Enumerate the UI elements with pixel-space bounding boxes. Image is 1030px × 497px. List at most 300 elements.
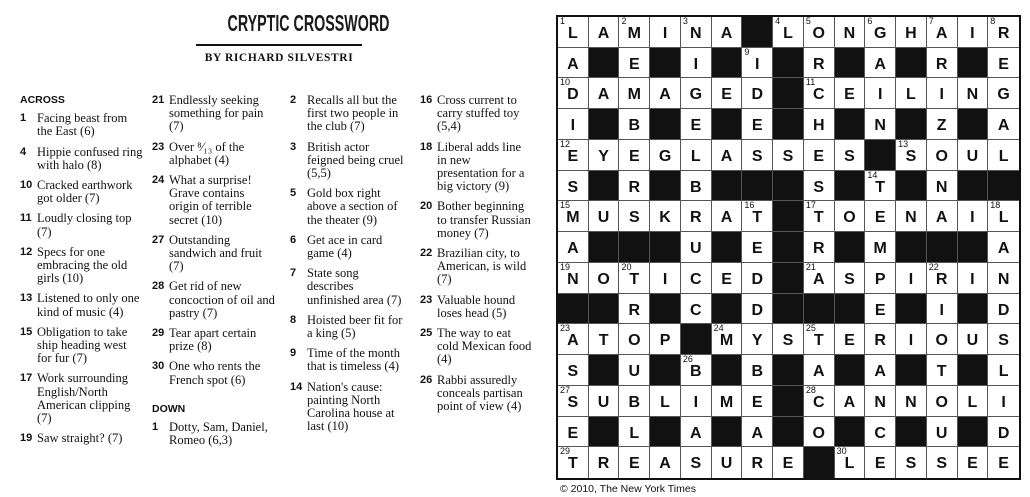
grid-cell[interactable] bbox=[742, 48, 773, 79]
grid-cell[interactable] bbox=[927, 201, 958, 232]
grid-cell[interactable] bbox=[650, 17, 681, 48]
grid-cell[interactable] bbox=[773, 140, 804, 171]
grid-cell[interactable] bbox=[742, 386, 773, 417]
cell-letter: E bbox=[874, 301, 886, 319]
grid-cell[interactable] bbox=[835, 263, 866, 294]
cell-letter: L bbox=[844, 455, 855, 473]
black-square bbox=[773, 355, 804, 386]
cell-letter: R bbox=[597, 455, 610, 473]
clue-number: 20 bbox=[420, 200, 433, 213]
grid-cell[interactable] bbox=[742, 324, 773, 355]
grid-cell[interactable] bbox=[865, 171, 896, 202]
cell-number: 8 bbox=[990, 16, 996, 26]
grid-cell[interactable] bbox=[650, 201, 681, 232]
clue-text: Cracked earthwork got older (7) bbox=[37, 178, 133, 206]
grid-cell[interactable] bbox=[835, 17, 866, 48]
cell-letter: E bbox=[874, 209, 886, 227]
grid-cell[interactable] bbox=[835, 386, 866, 417]
grid-cell[interactable] bbox=[804, 324, 835, 355]
grid-cell[interactable] bbox=[558, 417, 589, 448]
grid-cell[interactable] bbox=[896, 324, 927, 355]
grid-cell[interactable] bbox=[619, 263, 650, 294]
grid-cell[interactable] bbox=[650, 78, 681, 109]
clue-text: Tear apart certain prize (8) bbox=[169, 326, 257, 354]
cell-letter: I bbox=[1001, 393, 1006, 411]
black-square bbox=[773, 263, 804, 294]
cell-letter: E bbox=[628, 455, 640, 473]
cell-letter: R bbox=[997, 25, 1010, 42]
grid-cell[interactable] bbox=[988, 48, 1019, 79]
black-square bbox=[712, 171, 743, 202]
cell-letter: S bbox=[905, 455, 917, 473]
grid-cell[interactable] bbox=[958, 324, 989, 355]
grid-cell[interactable] bbox=[896, 263, 927, 294]
cell-letter: E bbox=[844, 332, 855, 350]
black-square bbox=[773, 48, 804, 79]
cell-letter: Z bbox=[936, 117, 947, 135]
grid-cell[interactable] bbox=[681, 201, 712, 232]
grid-cell[interactable] bbox=[958, 386, 989, 417]
grid-cell[interactable] bbox=[681, 447, 712, 478]
clue-number: 22 bbox=[420, 247, 433, 260]
grid-cell[interactable] bbox=[896, 447, 927, 478]
across-clue bbox=[20, 112, 144, 138]
cell-letter: B bbox=[628, 117, 641, 135]
grid-cell[interactable] bbox=[558, 48, 589, 79]
grid-cell[interactable] bbox=[804, 171, 835, 202]
grid-cell[interactable] bbox=[804, 417, 835, 448]
grid-cell[interactable] bbox=[927, 171, 958, 202]
clue-text: Brazilian city, to American, is wild (7) bbox=[437, 246, 527, 287]
cell-letter: L bbox=[783, 25, 793, 42]
grid-cell[interactable] bbox=[865, 17, 896, 48]
clue-number: 24 bbox=[152, 174, 165, 187]
grid-cell[interactable] bbox=[896, 140, 927, 171]
grid-cell[interactable] bbox=[619, 417, 650, 448]
black-square bbox=[650, 355, 681, 386]
cell-letter: N bbox=[567, 270, 579, 288]
grid-cell[interactable] bbox=[558, 140, 589, 171]
grid-cell[interactable] bbox=[589, 324, 620, 355]
grid-cell[interactable] bbox=[681, 232, 712, 263]
grid-cell[interactable] bbox=[650, 140, 681, 171]
black-square bbox=[835, 294, 866, 325]
down-clue bbox=[420, 94, 532, 134]
grid-cell[interactable] bbox=[558, 78, 589, 109]
grid-cell[interactable] bbox=[589, 386, 620, 417]
grid-cell[interactable] bbox=[865, 324, 896, 355]
cell-letter: U bbox=[935, 424, 948, 442]
down-clue bbox=[290, 234, 408, 260]
grid-cell[interactable] bbox=[958, 17, 989, 48]
grid-cell[interactable] bbox=[619, 48, 650, 79]
grid-cell[interactable] bbox=[865, 48, 896, 79]
grid-cell[interactable] bbox=[589, 78, 620, 109]
grid-cell[interactable] bbox=[589, 201, 620, 232]
cell-number: 28 bbox=[805, 384, 816, 395]
grid-cell[interactable] bbox=[865, 294, 896, 325]
grid-cell[interactable] bbox=[835, 201, 866, 232]
grid-cell[interactable] bbox=[742, 447, 773, 478]
cell-letter: N bbox=[843, 25, 856, 42]
grid-cell[interactable] bbox=[896, 386, 927, 417]
cell-letter: A bbox=[659, 455, 671, 473]
cell-letter: A bbox=[812, 270, 825, 288]
grid-cell[interactable] bbox=[712, 324, 743, 355]
grid-cell[interactable] bbox=[712, 386, 743, 417]
cell-letter: A bbox=[997, 117, 1010, 135]
down-clue bbox=[290, 187, 408, 227]
cell-letter: I bbox=[662, 25, 668, 42]
black-square bbox=[958, 171, 989, 202]
cell-letter: U bbox=[597, 393, 610, 411]
grid-cell[interactable] bbox=[988, 386, 1019, 417]
cell-letter: E bbox=[998, 455, 1009, 473]
across-clue bbox=[20, 292, 144, 318]
across-clue bbox=[152, 280, 276, 320]
grid-cell[interactable] bbox=[650, 324, 681, 355]
grid-cell[interactable] bbox=[681, 17, 712, 48]
grid-cell[interactable] bbox=[650, 263, 681, 294]
black-square bbox=[804, 294, 835, 325]
clue-number: 23 bbox=[420, 293, 433, 306]
grid-cell[interactable] bbox=[958, 447, 989, 478]
black-square bbox=[742, 17, 773, 48]
grid-cell[interactable] bbox=[804, 17, 835, 48]
cell-number: 5 bbox=[805, 16, 811, 26]
cell-letter: C bbox=[812, 393, 825, 411]
cell-letter: S bbox=[844, 270, 855, 288]
black-square bbox=[650, 417, 681, 448]
grid-cell[interactable] bbox=[773, 447, 804, 478]
grid-cell[interactable] bbox=[927, 294, 958, 325]
grid-cell[interactable] bbox=[712, 201, 743, 232]
cell-letter: E bbox=[628, 55, 640, 73]
grid-cell[interactable] bbox=[988, 447, 1019, 478]
grid-cell[interactable] bbox=[589, 263, 620, 294]
cell-letter: B bbox=[628, 393, 641, 411]
cell-letter: S bbox=[567, 363, 579, 381]
crossword-grid bbox=[556, 15, 1021, 480]
grid-cell[interactable] bbox=[988, 201, 1019, 232]
clue-text: Nation's cause: painting North Carolina house at last (10) bbox=[307, 379, 395, 434]
cell-letter: A bbox=[659, 86, 671, 104]
grid-cell[interactable] bbox=[865, 417, 896, 448]
cell-letter: I bbox=[970, 25, 975, 42]
clue-number: 25 bbox=[420, 327, 433, 340]
grid-cell[interactable] bbox=[804, 78, 835, 109]
grid-cell[interactable] bbox=[988, 324, 1019, 355]
black-square bbox=[896, 355, 927, 386]
grid-cell[interactable] bbox=[835, 78, 866, 109]
cell-letter: T bbox=[936, 363, 947, 381]
cell-letter: S bbox=[813, 178, 825, 196]
clue-text: Specs for one embracing the old girls (10) bbox=[37, 244, 128, 286]
clue-number: 1 bbox=[152, 421, 159, 434]
across-clue bbox=[152, 174, 276, 227]
grid-cell[interactable] bbox=[742, 263, 773, 294]
black-square bbox=[712, 294, 743, 325]
grid-cell[interactable] bbox=[712, 78, 743, 109]
grid-cell[interactable] bbox=[650, 386, 681, 417]
grid-cell[interactable] bbox=[712, 447, 743, 478]
grid-cell[interactable] bbox=[804, 201, 835, 232]
grid-cell[interactable] bbox=[927, 355, 958, 386]
cell-letter: A bbox=[843, 393, 856, 411]
grid-cell[interactable] bbox=[865, 386, 896, 417]
cell-letter: R bbox=[874, 332, 886, 350]
clue-number: 29 bbox=[152, 327, 165, 340]
grid-cell[interactable] bbox=[681, 386, 712, 417]
grid-cell[interactable] bbox=[896, 17, 927, 48]
cell-letter: R bbox=[935, 55, 948, 73]
cell-letter: O bbox=[597, 270, 610, 288]
grid-cell[interactable] bbox=[558, 324, 589, 355]
grid-cell[interactable] bbox=[865, 263, 896, 294]
grid-cell[interactable] bbox=[558, 17, 589, 48]
black-square bbox=[958, 232, 989, 263]
grid-cell[interactable] bbox=[927, 109, 958, 140]
grid-cell[interactable] bbox=[927, 140, 958, 171]
clue-number: 14 bbox=[290, 380, 303, 393]
cell-letter: E bbox=[844, 86, 855, 104]
grid-cell[interactable] bbox=[742, 355, 773, 386]
grid-cell[interactable] bbox=[558, 171, 589, 202]
grid-cell[interactable] bbox=[681, 78, 712, 109]
black-square bbox=[835, 171, 866, 202]
grid-cell[interactable] bbox=[988, 417, 1019, 448]
black-square bbox=[804, 447, 835, 478]
clue-number: 3 bbox=[290, 140, 297, 153]
grid-cell[interactable] bbox=[681, 109, 712, 140]
grid-cell[interactable] bbox=[589, 17, 620, 48]
cell-letter: E bbox=[967, 455, 978, 473]
cell-letter: Y bbox=[598, 147, 609, 165]
grid-cell[interactable] bbox=[958, 140, 989, 171]
grid-cell[interactable] bbox=[927, 417, 958, 448]
grid-cell[interactable] bbox=[558, 386, 589, 417]
grid-cell[interactable] bbox=[742, 201, 773, 232]
grid-cell[interactable] bbox=[958, 263, 989, 294]
black-square bbox=[958, 417, 989, 448]
grid-cell[interactable] bbox=[650, 447, 681, 478]
clue-number: 17 bbox=[20, 372, 33, 385]
grid-cell[interactable] bbox=[988, 232, 1019, 263]
grid-cell[interactable] bbox=[681, 48, 712, 79]
black-square bbox=[835, 232, 866, 263]
grid-cell[interactable] bbox=[681, 263, 712, 294]
black-square bbox=[835, 355, 866, 386]
grid-cell[interactable] bbox=[804, 140, 835, 171]
clue-text: Work surrounding English/North American clipping (7) bbox=[37, 371, 131, 426]
grid-cell[interactable] bbox=[712, 263, 743, 294]
cell-letter: L bbox=[998, 363, 1009, 381]
grid-cell[interactable] bbox=[742, 417, 773, 448]
grid-cell[interactable] bbox=[804, 232, 835, 263]
clue-number: 13 bbox=[20, 292, 33, 305]
cell-letter: L bbox=[967, 393, 978, 411]
grid-cell[interactable] bbox=[927, 324, 958, 355]
grid-cell[interactable] bbox=[927, 263, 958, 294]
down-clue bbox=[420, 374, 532, 414]
grid-cell[interactable] bbox=[558, 232, 589, 263]
grid-cell[interactable] bbox=[865, 109, 896, 140]
grid-cell[interactable] bbox=[835, 324, 866, 355]
grid-cell[interactable] bbox=[619, 294, 650, 325]
cell-letter: E bbox=[751, 393, 763, 411]
grid-cell[interactable] bbox=[804, 263, 835, 294]
clue-text: Valuable hound loses head (5) bbox=[437, 292, 516, 320]
grid-cell[interactable] bbox=[988, 109, 1019, 140]
down-clue bbox=[290, 267, 408, 307]
grid-cell[interactable] bbox=[865, 201, 896, 232]
cell-letter: L bbox=[998, 209, 1009, 227]
clue-text: Get ace in card game (4) bbox=[307, 232, 383, 261]
clue-number: 8 bbox=[290, 313, 297, 326]
grid-cell[interactable] bbox=[681, 171, 712, 202]
grid-cell[interactable] bbox=[773, 17, 804, 48]
grid-cell[interactable] bbox=[589, 447, 620, 478]
grid-cell[interactable] bbox=[896, 78, 927, 109]
grid-cell[interactable] bbox=[712, 140, 743, 171]
cell-letter: T bbox=[598, 332, 609, 350]
cell-letter: C bbox=[690, 270, 702, 288]
grid-cell[interactable] bbox=[619, 78, 650, 109]
black-square bbox=[927, 232, 958, 263]
grid-cell[interactable] bbox=[619, 201, 650, 232]
grid-cell[interactable] bbox=[558, 201, 589, 232]
grid-cell[interactable] bbox=[619, 17, 650, 48]
clue-number: 9 bbox=[290, 347, 297, 360]
cell-letter: O bbox=[935, 393, 948, 411]
cell-letter: B bbox=[690, 363, 702, 381]
grid-cell[interactable] bbox=[804, 355, 835, 386]
grid-cell[interactable] bbox=[804, 109, 835, 140]
cell-letter: R bbox=[628, 178, 641, 196]
cell-number: 11 bbox=[805, 77, 816, 88]
black-square bbox=[558, 294, 589, 325]
grid-cell[interactable] bbox=[927, 386, 958, 417]
grid-cell[interactable] bbox=[589, 140, 620, 171]
black-square bbox=[896, 171, 927, 202]
cell-letter: A bbox=[720, 25, 733, 42]
down-clue bbox=[290, 141, 408, 181]
cell-letter: K bbox=[659, 209, 671, 227]
grid-cell[interactable] bbox=[988, 294, 1019, 325]
black-square bbox=[712, 48, 743, 79]
grid-cell[interactable] bbox=[619, 171, 650, 202]
cell-letter: A bbox=[567, 332, 579, 350]
grid-cell[interactable] bbox=[619, 447, 650, 478]
grid-cell[interactable] bbox=[712, 17, 743, 48]
across-clue bbox=[152, 94, 276, 134]
cell-letter: S bbox=[998, 332, 1009, 350]
grid-cell[interactable] bbox=[988, 78, 1019, 109]
grid-cell[interactable] bbox=[958, 78, 989, 109]
grid-cell[interactable] bbox=[558, 263, 589, 294]
cell-letter: R bbox=[751, 455, 764, 473]
grid-cell[interactable] bbox=[804, 48, 835, 79]
grid-cell[interactable] bbox=[988, 263, 1019, 294]
cell-number: 29 bbox=[560, 446, 571, 457]
cell-letter: P bbox=[874, 270, 886, 288]
clue-column-2 bbox=[152, 94, 276, 454]
black-square bbox=[958, 48, 989, 79]
grid-cell[interactable] bbox=[835, 140, 866, 171]
grid-cell[interactable] bbox=[988, 355, 1019, 386]
cell-letter: I bbox=[970, 270, 975, 288]
grid-cell[interactable] bbox=[896, 201, 927, 232]
clue-text: The way to eat cold Mexican food (4) bbox=[437, 326, 532, 367]
grid-cell[interactable] bbox=[742, 140, 773, 171]
grid-cell[interactable] bbox=[742, 78, 773, 109]
cell-number: 25 bbox=[805, 323, 816, 334]
grid-cell[interactable] bbox=[558, 109, 589, 140]
black-square bbox=[865, 140, 896, 171]
grid-cell[interactable] bbox=[681, 140, 712, 171]
grid-cell[interactable] bbox=[619, 355, 650, 386]
black-square bbox=[589, 232, 620, 263]
grid-cell[interactable] bbox=[773, 324, 804, 355]
cell-letter: H bbox=[905, 25, 917, 42]
grid-cell[interactable] bbox=[958, 201, 989, 232]
grid-cell[interactable] bbox=[927, 78, 958, 109]
clue-text: Get rid of new concoction of oil and pastry (7) bbox=[169, 279, 275, 320]
grid-cell[interactable] bbox=[865, 232, 896, 263]
grid-cell[interactable] bbox=[742, 294, 773, 325]
grid-cell[interactable] bbox=[865, 447, 896, 478]
byline: BY RICHARD SILVESTRI bbox=[204, 52, 354, 64]
cell-letter: Y bbox=[751, 332, 763, 350]
across-clue bbox=[152, 141, 276, 167]
black-square bbox=[988, 171, 1019, 202]
grid-cell[interactable] bbox=[619, 324, 650, 355]
down-clue bbox=[420, 247, 532, 287]
cell-number: 3 bbox=[682, 16, 688, 26]
grid-cell[interactable] bbox=[927, 447, 958, 478]
black-square bbox=[958, 355, 989, 386]
grid-cell[interactable] bbox=[619, 386, 650, 417]
black-square bbox=[896, 109, 927, 140]
clue-number: 6 bbox=[290, 233, 297, 246]
grid-cell[interactable] bbox=[927, 17, 958, 48]
black-square bbox=[589, 417, 620, 448]
black-square bbox=[896, 48, 927, 79]
grid-cell[interactable] bbox=[804, 386, 835, 417]
grid-cell[interactable] bbox=[865, 355, 896, 386]
grid-cell[interactable] bbox=[988, 140, 1019, 171]
grid-cell[interactable] bbox=[835, 447, 866, 478]
grid-cell[interactable] bbox=[927, 48, 958, 79]
grid-cell[interactable] bbox=[681, 355, 712, 386]
grid-cell[interactable] bbox=[681, 294, 712, 325]
clue-text: Liberal adds line in new presentation for a big victory (9) bbox=[437, 139, 525, 194]
grid-cell[interactable] bbox=[619, 109, 650, 140]
grid-cell[interactable] bbox=[619, 140, 650, 171]
grid-cell[interactable] bbox=[558, 447, 589, 478]
grid-cell[interactable] bbox=[988, 17, 1019, 48]
cell-letter: P bbox=[659, 332, 671, 350]
black-square bbox=[958, 294, 989, 325]
clue-text: Obligation to take ship heading west for fur (7) bbox=[37, 324, 128, 366]
clue-column-1 bbox=[20, 94, 144, 452]
grid-cell[interactable] bbox=[742, 232, 773, 263]
black-square bbox=[712, 232, 743, 263]
grid-cell[interactable] bbox=[742, 109, 773, 140]
grid-cell[interactable] bbox=[558, 355, 589, 386]
grid-cell[interactable] bbox=[865, 78, 896, 109]
grid-cell[interactable] bbox=[681, 417, 712, 448]
